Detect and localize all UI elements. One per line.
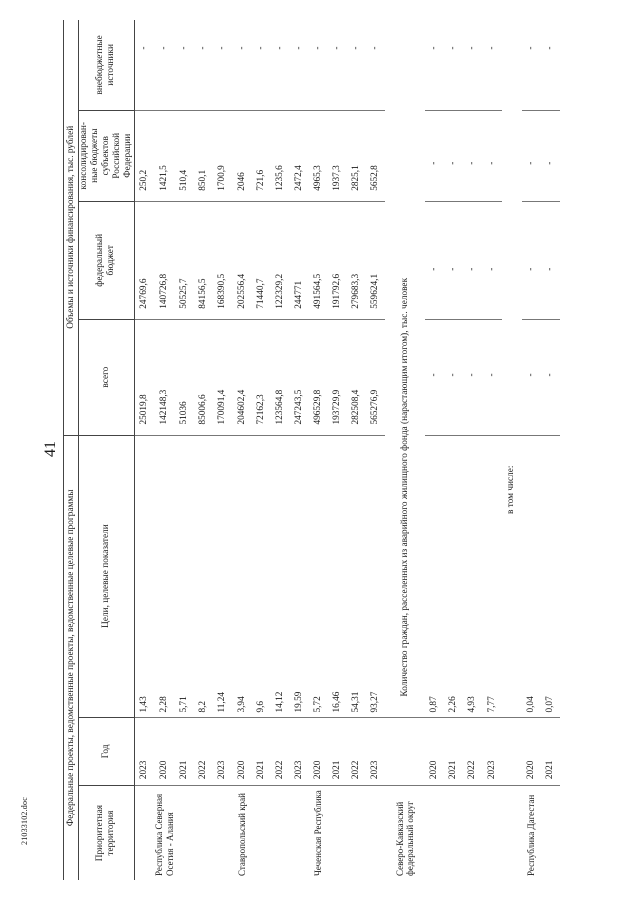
header-federal-budget: федеральный бюджет [79,201,135,319]
consolidated-budget-cell: 510,4 [175,110,194,201]
total-cell: - [444,319,463,435]
indicator-description-row [385,20,425,880]
indicator-cell: 5,72 [309,435,328,717]
header-territory: Приоритетная территория [79,786,135,880]
federal-budget-cell: 279683,3 [347,201,366,319]
table-row [347,20,366,880]
indicator-cell: 1,43 [134,435,154,717]
indicator-cell: 2,26 [444,435,463,717]
table-row [175,20,194,880]
total-cell: 204602,4 [232,319,251,435]
table-row [328,20,347,880]
year-cell: 2020 [232,717,251,786]
financing-table [63,20,560,880]
extra-budgetary-cell: - [467,46,478,50]
table-row [522,20,541,880]
indicator-cell: 16,46 [328,435,347,717]
federal-budget-cell: 168390,5 [213,201,232,319]
year-cell: 2023 [366,717,385,786]
indicator-description: Количество граждан, расселенных из аварийного жилищного фонда (нарастающим итогом), тыс. человек [399,277,410,697]
indicator-cell: 0,07 [541,435,560,717]
consolidated-budget-cell: - [463,110,482,201]
year-cell: 2021 [328,717,347,786]
territory-cell [290,786,309,880]
total-cell: 142148,3 [154,319,175,435]
indicator-cell: 9,6 [252,435,271,717]
year-cell: 2020 [425,717,444,786]
table-row [482,20,501,880]
header-year: Год [79,717,135,786]
extra-budgetary-cell: - [159,46,170,50]
table-row [463,20,482,880]
extra-budgetary-cell: - [312,46,323,50]
year-cell: 2020 [309,717,328,786]
table-row [541,20,560,880]
subnote-label: в том числе: [502,435,522,717]
subnote-row [502,20,522,880]
consolidated-budget-cell: - [482,110,501,201]
total-cell: - [463,319,482,435]
territory-cell [444,786,463,880]
table-row [213,20,232,880]
territory-cell: Чеченская Республика [309,786,328,880]
indicator-cell: 14,12 [271,435,290,717]
year-cell: 2021 [252,717,271,786]
territory-cell [252,786,271,880]
year-cell [385,717,425,786]
extra-budgetary-cell: - [331,46,342,50]
extra-budgetary-cell: - [351,46,362,50]
table-row [366,20,385,880]
total-cell: 282508,4 [347,319,366,435]
consolidated-budget-cell: 1937,3 [328,110,347,201]
territory-cell [134,786,154,880]
territory-cell [425,786,444,880]
extra-budgetary-cell: - [448,46,459,50]
territory-cell [482,786,501,880]
extra-budgetary-cell: - [198,46,209,50]
year-cell: 2021 [175,717,194,786]
consolidated-budget-cell: 1235,6 [271,110,290,201]
consolidated-budget-cell: 4965,3 [309,110,328,201]
total-cell: 565276,9 [366,319,385,435]
table-row [290,20,309,880]
table-row [232,20,251,880]
territory-cell [271,786,290,880]
year-cell: 2023 [290,717,309,786]
extra-budgetary-cell: - [544,46,555,50]
total-cell: - [425,319,444,435]
territory-cell [194,786,213,880]
header-financing-volumes: Объемы и источники финансирования, тыс. рублей [64,20,79,435]
territory-cell: Ставропольский край [232,786,251,880]
indicator-cell: 3,94 [232,435,251,717]
extra-budgetary-cell: - [370,46,381,50]
territory-cell [328,786,347,880]
table-row [444,20,463,880]
year-cell: 2021 [444,717,463,786]
total-cell: 85006,6 [194,319,213,435]
indicator-cell: 11,24 [213,435,232,717]
territory-cell: Северо-Кавказский федеральный округ [385,786,425,880]
table-row [154,20,175,880]
federal-budget-cell: - [444,201,463,319]
table-row [309,20,328,880]
federal-budget-cell: - [522,201,541,319]
territory-cell [347,786,366,880]
subnote-filler [502,20,522,435]
consolidated-budget-cell: 850,1 [194,110,213,201]
table-row [194,20,213,880]
header-federal-projects: Федеральные проекты, ведомственные проекты, ведомственные целевые программы [64,435,79,880]
territory-cell [366,786,385,880]
table-row [271,20,290,880]
consolidated-budget-cell: 1421,5 [154,110,175,201]
year-cell: 2020 [154,717,175,786]
year-cell: 2020 [522,717,541,786]
federal-budget-cell: 559624,1 [366,201,385,319]
federal-budget-cell: 71440,7 [252,201,271,319]
extra-budgetary-cell: - [293,46,304,50]
extra-budgetary-cell: - [217,46,228,50]
federal-budget-cell: 244771 [290,201,309,319]
header-row-top [64,20,79,880]
total-cell: - [522,319,541,435]
total-cell: 51036 [175,319,194,435]
indicator-cell: 7,77 [482,435,501,717]
consolidated-budget-cell: 2046 [232,110,251,201]
header-row-columns [79,20,135,880]
federal-budget-cell: - [425,201,444,319]
document-file-code: 21033102.doc [20,797,29,845]
header-extra-budgetary: внебюджетные источники [79,20,135,110]
total-cell: 193729,9 [328,319,347,435]
total-cell: 72162,3 [252,319,271,435]
federal-budget-cell: 122329,2 [271,201,290,319]
territory-cell: Республика Северная Осетия - Алания [154,786,175,880]
territory-cell [463,786,482,880]
table-row [425,20,444,880]
table-body [134,20,559,880]
territory-cell [175,786,194,880]
extra-budgetary-cell: - [274,46,285,50]
indicator-cell: 4,93 [463,435,482,717]
federal-budget-cell: 84156,5 [194,201,213,319]
indicator-cell: 8,2 [194,435,213,717]
year-cell: 2023 [482,717,501,786]
federal-budget-cell: 191792,6 [328,201,347,319]
header-consolidated-budgets: консолидирован- ные бюджеты субъектов Российской Федерации [79,110,135,201]
table-row [252,20,271,880]
consolidated-budget-cell: - [444,110,463,201]
total-cell: 123564,8 [271,319,290,435]
consolidated-budget-cell: 5652,8 [366,110,385,201]
federal-budget-cell: 202556,4 [232,201,251,319]
extra-budgetary-cell: - [138,46,149,50]
extra-budgetary-cell: - [429,46,440,50]
year-cell [502,717,522,786]
table-rotation-frame [63,20,588,880]
federal-budget-cell: 140726,8 [154,201,175,319]
federal-budget-cell: - [482,201,501,319]
extra-budgetary-cell: - [486,46,497,50]
indicator-cell: 5,71 [175,435,194,717]
year-cell: 2023 [134,717,154,786]
extra-budgetary-cell: - [236,46,247,50]
header-total: всего [79,319,135,435]
consolidated-budget-cell: 250,2 [134,110,154,201]
total-cell: 496529,8 [309,319,328,435]
year-cell: 2022 [194,717,213,786]
extra-budgetary-cell: - [255,46,266,50]
year-cell: 2021 [541,717,560,786]
indicator-cell: 2,28 [154,435,175,717]
year-cell: 2022 [271,717,290,786]
federal-budget-cell: 24769,6 [134,201,154,319]
indicator-cell: 0,04 [522,435,541,717]
rotated-table-container [63,20,588,880]
territory-cell: Республика Дагестан [522,786,541,880]
territory-cell [502,786,522,880]
extra-budgetary-cell: - [179,46,190,50]
consolidated-budget-cell: 721,6 [252,110,271,201]
consolidated-budget-cell: - [541,110,560,201]
year-cell: 2023 [213,717,232,786]
header-indicators: Цели, целевые показатели [79,435,135,717]
consolidated-budget-cell: - [522,110,541,201]
territory-cell [541,786,560,880]
total-cell: 247243,5 [290,319,309,435]
federal-budget-cell: 491564,5 [309,201,328,319]
consolidated-budget-cell: 2825,1 [347,110,366,201]
indicator-cell: 54,31 [347,435,366,717]
extra-budgetary-cell: - [525,46,536,50]
territory-cell [213,786,232,880]
total-cell: 25019,8 [134,319,154,435]
consolidated-budget-cell: 2472,4 [290,110,309,201]
consolidated-budget-cell: - [425,110,444,201]
page-number: 41 [42,441,59,457]
total-cell: 170091,4 [213,319,232,435]
indicator-cell: 93,27 [366,435,385,717]
consolidated-budget-cell: 1700,9 [213,110,232,201]
federal-budget-cell: - [463,201,482,319]
year-cell: 2022 [347,717,366,786]
indicator-cell: 0,87 [425,435,444,717]
total-cell: - [541,319,560,435]
total-cell: - [482,319,501,435]
year-cell: 2022 [463,717,482,786]
table-row [134,20,154,880]
indicator-cell: 19,59 [290,435,309,717]
federal-budget-cell: - [541,201,560,319]
federal-budget-cell: 50525,7 [175,201,194,319]
